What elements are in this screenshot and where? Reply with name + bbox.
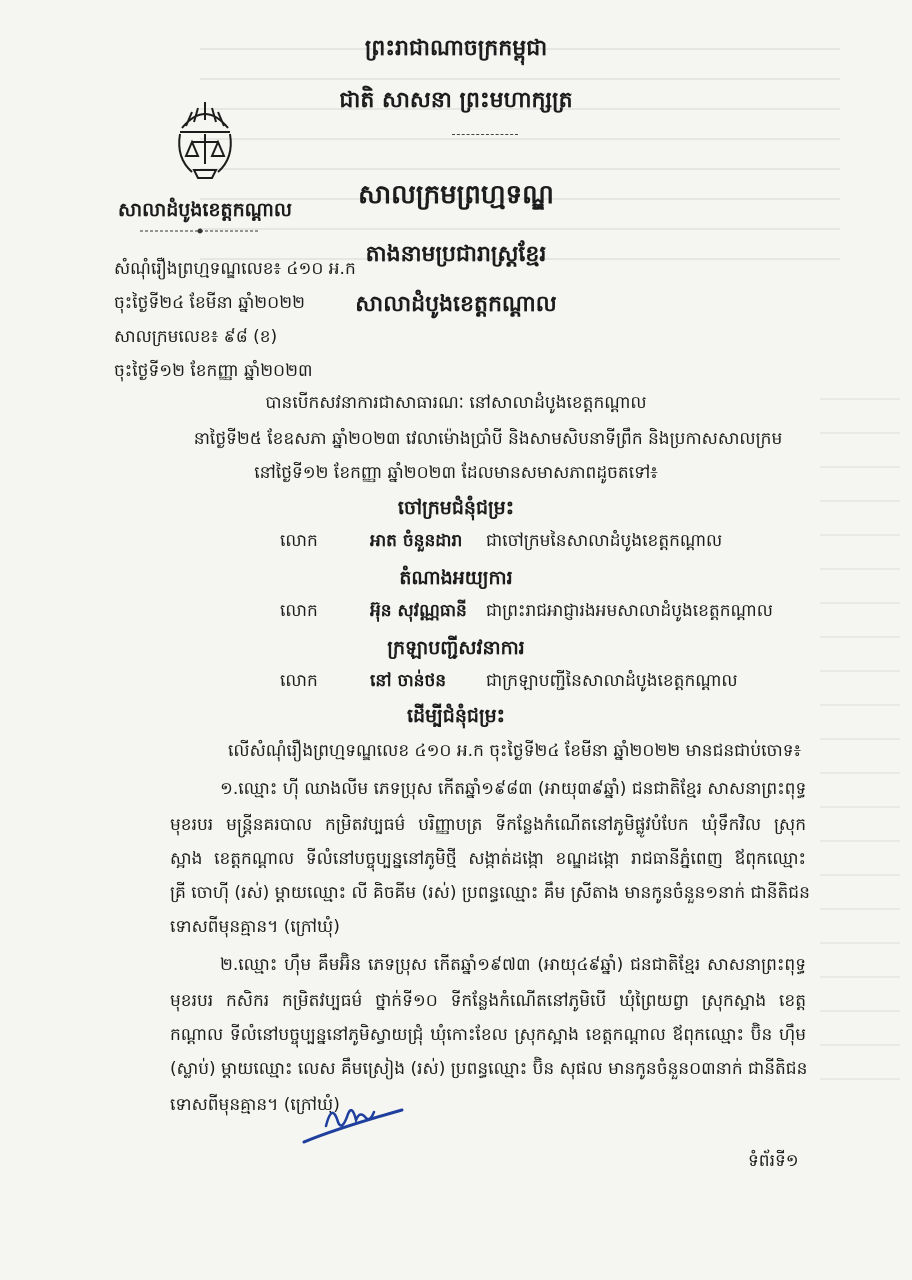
defendant-2-line: (ស្លាប់) ម្តាយឈ្មោះ លេស គឹមស្រៀង (រស់) ប្រពន្ធឈ្មោះ ប៊ិន សុផល មានកូនចំនួន០៣នាក់ ជានីតិជន: [170, 1059, 808, 1079]
defendant-1-line: ស្អាង ខេត្តកណ្តាល ទីលំនៅបច្ចុប្បន្ននៅភូមិថ្មី សង្កាត់ដង្កោ ខណ្ឌដង្កោ រាជធានីភ្នំពេញ ឪពុកឈ្មោះ: [170, 849, 806, 869]
intro-line-2: នាថ្ងៃទី២៥ ខែឧសភា ឆ្នាំ២០២៣ វេលាម៉ោងប្រាំបី និងសាមសិបនាទីព្រឹក និងប្រកាសសាលក្រម: [193, 429, 783, 449]
clerk-heading: ក្រឡាបញ្ជីសវនាការ: [387, 637, 525, 659]
prosecutor-name: អ៊ុន សុវណ្ណធានី: [370, 601, 467, 621]
page-number: ទំព័រទី១: [748, 1151, 799, 1171]
national-motto: ជាតិ សាសនា ព្រះមហាក្សត្រ: [339, 88, 573, 113]
document-title: សាលក្រមព្រហ្មទណ្ឌ: [358, 180, 554, 210]
judgment-date: ចុះថ្ងៃទី១២ ខែកញ្ញា ឆ្នាំ២០២៣: [114, 361, 313, 381]
clerk-title: លោក: [280, 671, 318, 691]
defendant-2-line: ២.ឈ្មោះ ហ៊ឹម គឹមអ៊ិន ភេទប្រុស កើតឆ្នាំ១៩៧៣ (អាយុ៤៩ឆ្នាំ) ជនជាតិខ្មែរ សាសនាព្រះពុទ្ធ: [220, 955, 806, 975]
prosecutor-heading: តំណាងអយ្យការ: [399, 567, 513, 589]
clerk-role: ជាក្រឡាបញ្ជីនៃសាលាដំបូងខេត្តកណ្តាល: [486, 671, 738, 691]
trial-heading: ដើម្បីជំនុំជម្រះ: [406, 705, 506, 727]
judge-name: អាត ចំនួនដារា: [370, 531, 463, 551]
defendant-1-line: គ្រី ចោហ៊ី (រស់) ម្តាយឈ្មោះ លី គិចគីម (រស់) ប្រពន្ធឈ្មោះ គឹម ស្រីតាង មានកូនចំនួន១នាក់ ជានីតិជន: [170, 883, 810, 903]
judge-role: ជាចៅក្រមនៃសាលាដំបូងខេត្តកណ្តាល: [486, 531, 723, 551]
kingdom-heading: ព្រះរាជាណាចក្រកម្ពុជា: [364, 36, 548, 61]
judge-heading: ចៅក្រមជំនុំជម្រះ: [397, 497, 515, 519]
case-intro: លើសំណុំរឿងព្រហ្មទណ្ឌលេខ ៤១០ អ.ក ចុះថ្ងៃទី២៤ ខែមីនា ឆ្នាំ២០២២ មានជនជាប់ចោទ៖: [228, 741, 801, 761]
defendant-2-line: កណ្តាល ទីលំនៅបច្ចុប្បន្ននៅភូមិស្វាយជ្រុំ ឃុំកោះខែល ស្រុកស្អាង ខេត្តកណ្តាល ឪពុកឈ្មោះ ប៊ិន ហ៊ឹម: [170, 1025, 806, 1045]
handwritten-signature: [298, 1092, 408, 1148]
defendant-2-line: ទោសពីមុនគ្មាន។ (ក្រៅឃុំ): [170, 1095, 340, 1115]
defendant-2-line: មុខរបរ កសិករ កម្រិតវប្បធម៌ ថ្នាក់ទី១០ ទីកន្លែងកំណើតនៅភូមិបើ ឃុំព្រៃយព្វា ស្រុកស្អាង ខេត្ត: [170, 991, 806, 1011]
defendant-1-line: មុខរបរ មន្ត្រីនគរបាល កម្រិតវប្បធម៌ បរិញ្ញាបត្រ ទីកន្លែងកំណើតនៅភូមិផ្លូវបំបែក ឃុំទឹកវិល ស្រុក: [170, 815, 806, 835]
case-date: ចុះថ្ងៃទី២៤ ខែមីនា ឆ្នាំ២០២២: [114, 293, 305, 313]
defendant-1-line: ១.ឈ្មោះ ហ៊ី ឈាងលីម ភេទប្រុស កើតឆ្នាំ១៩៨៣ (អាយុ៣៩ឆ្នាំ) ជនជាតិខ្មែរ សាសនាព្រះពុទ្ធ: [220, 779, 807, 799]
intro-line-3: នៅថ្ងៃទី១២ ខែកញ្ញា ឆ្នាំ២០២៣ ដែលមានសមាសភាពដូចតទៅ៖: [254, 463, 658, 483]
show-through-text: [200, 40, 840, 260]
motto-divider: [452, 134, 518, 135]
defendant-1-line: ទោសពីមុនគ្មាន។ (ក្រៅឃុំ): [170, 917, 340, 937]
judge-title: លោក: [280, 531, 318, 551]
clerk-name: នៅ ចាន់ថន: [370, 671, 447, 691]
judgment-number: សាលក្រមលេខ៖ ៩៨ (ខ): [114, 327, 278, 347]
court-name: សាលាដំបូងខេត្តកណ្តាល: [118, 199, 292, 221]
issuing-court: សាលាដំបូងខេត្តកណ្តាល: [355, 292, 557, 317]
court-name-divider: [140, 228, 260, 234]
prosecutor-role: ជាព្រះរាជអាជ្ញារងអមសាលាដំបូងខេត្តកណ្តាល: [486, 601, 773, 621]
intro-line-1: បានបើកសវនាការជាសាធារណៈ នៅសាលាដំបូងខេត្តកណ្តាល: [265, 393, 647, 413]
in-the-name-heading: តាងនាមប្រជារាស្ត្រខ្មែរ: [365, 242, 547, 267]
case-number: សំណុំរឿងព្រហ្មទណ្ឌលេខ៖ ៤១០ អ.ក: [114, 259, 356, 279]
prosecutor-title: លោក: [280, 601, 318, 621]
court-emblem-icon: [172, 98, 238, 182]
